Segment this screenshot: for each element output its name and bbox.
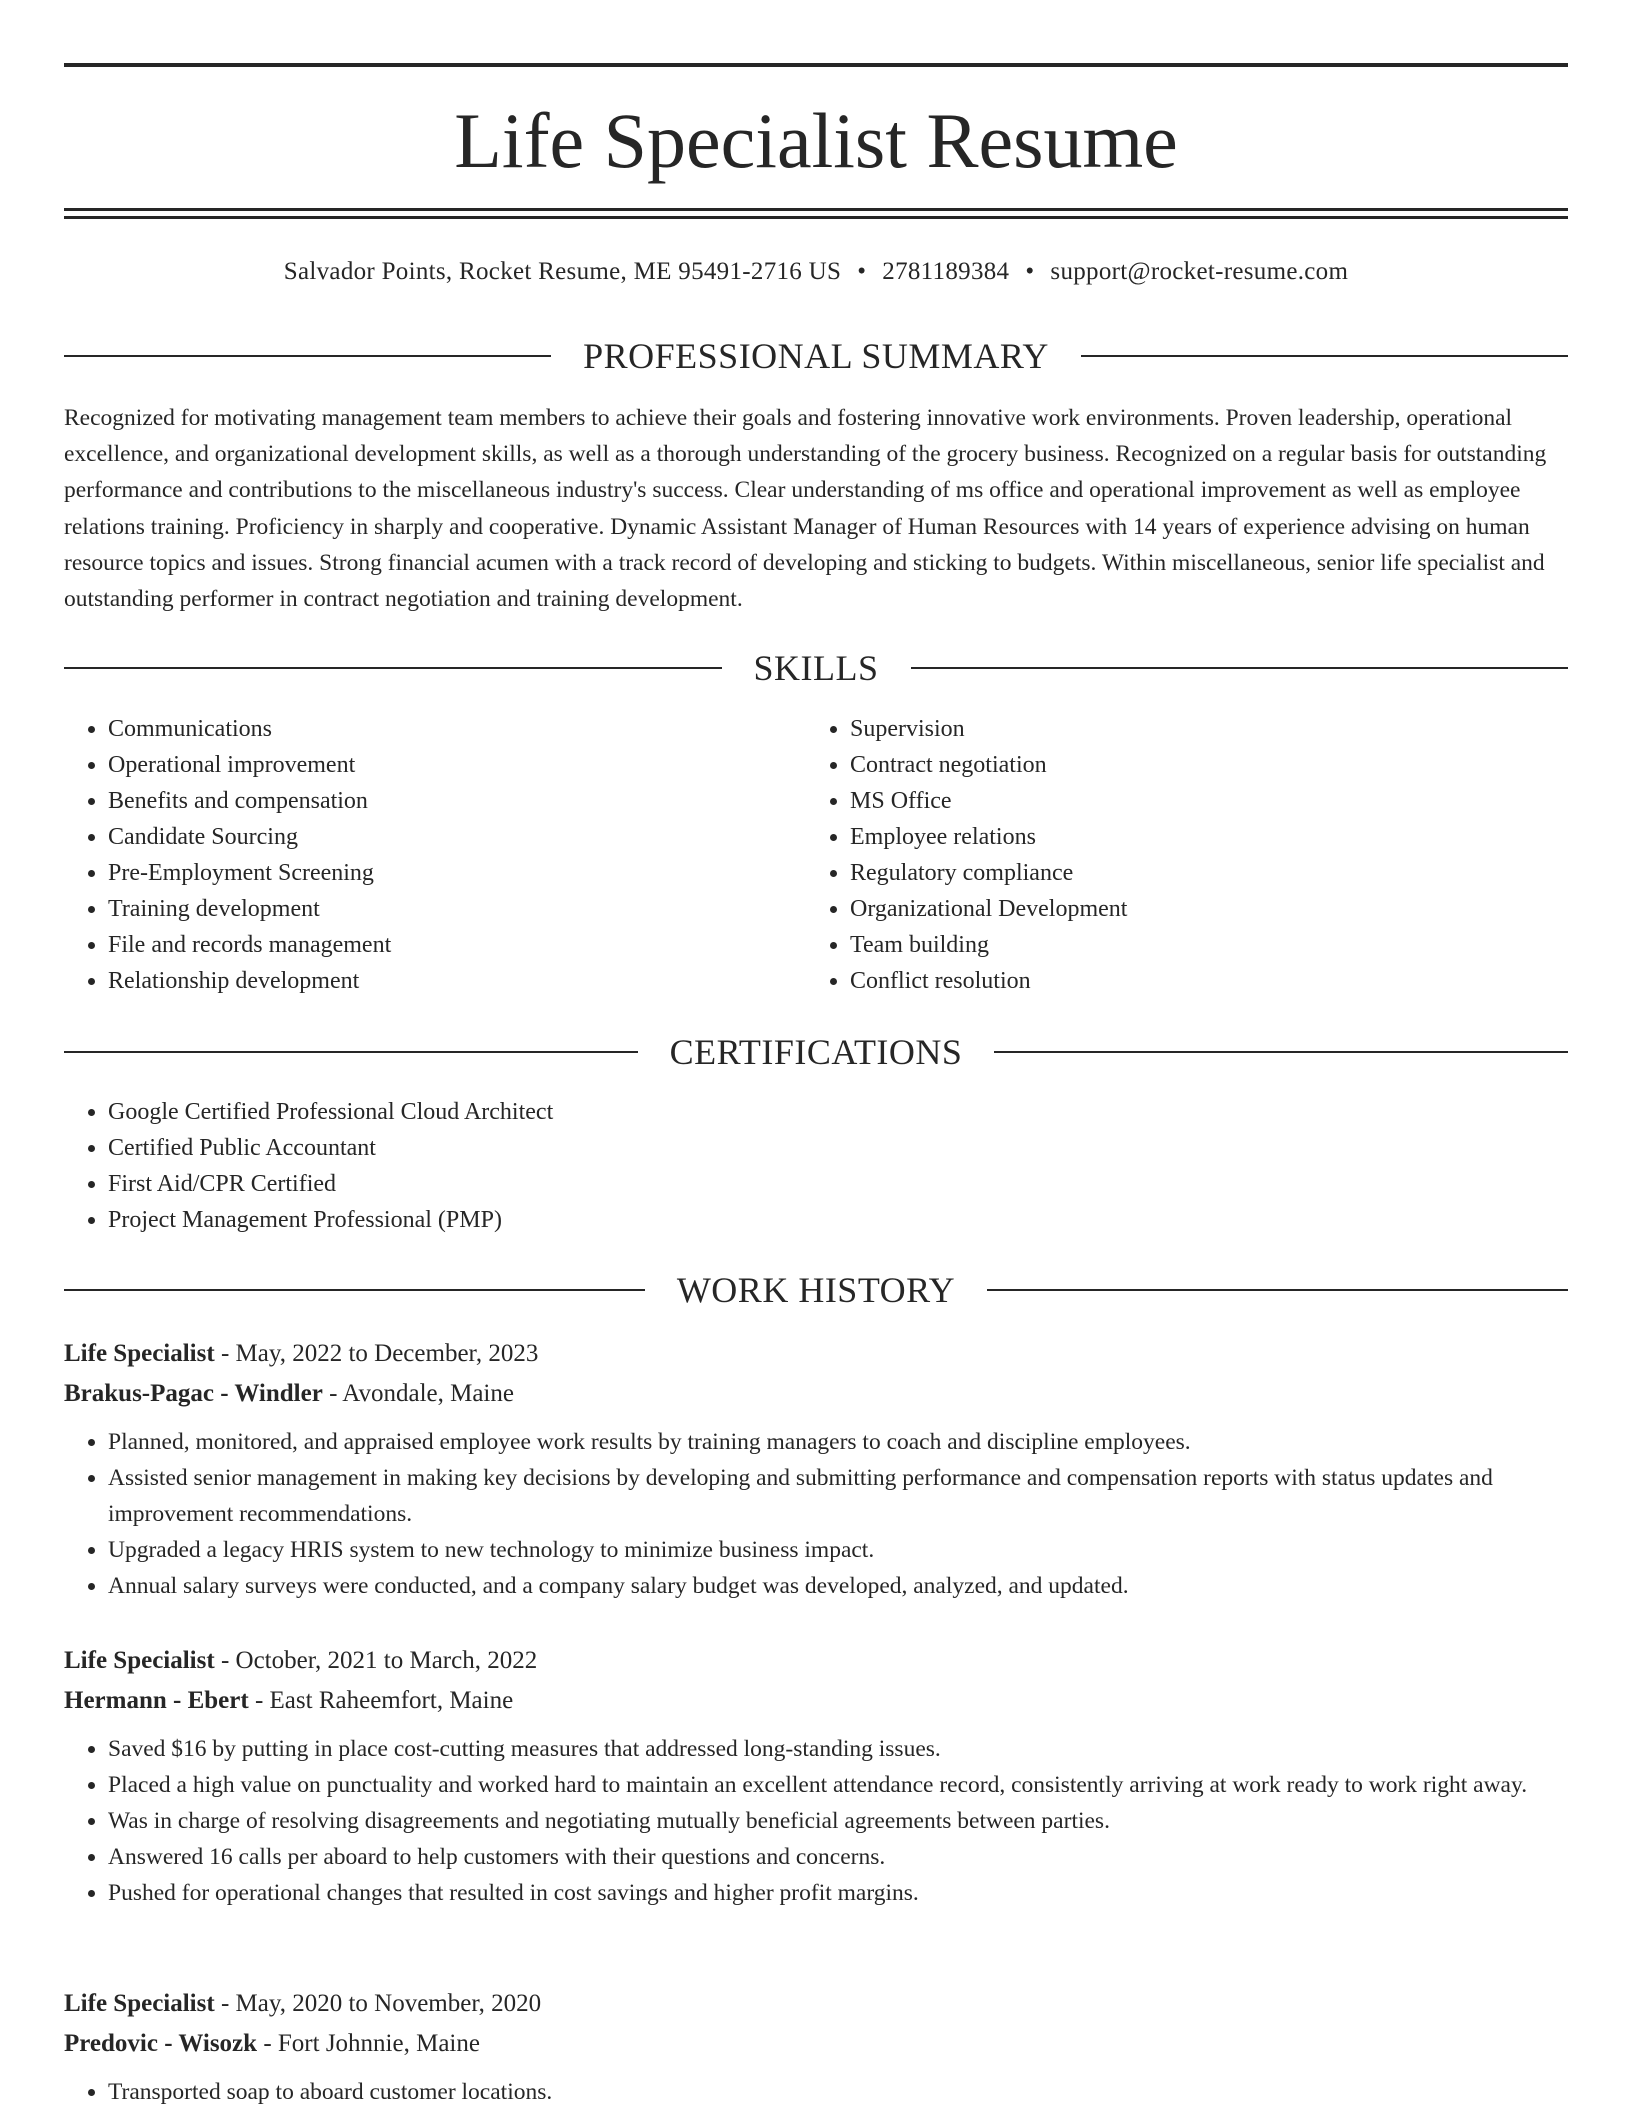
section-title: SKILLS [753,648,879,688]
section-title: WORK HISTORY [676,1270,956,1310]
contact-separator: • [857,258,867,285]
job-title: Life Specialist [64,1647,215,1674]
contact-email: support@rocket-resume.com [1050,258,1349,285]
section-heading-work-history [64,1268,1568,1312]
certification-item: • Google Certified Professional Cloud Architect [108,1094,553,1130]
job-title: Life Specialist [64,1990,215,2017]
skill-item: • Organizational Development [850,891,1566,927]
job-company-line [64,1681,1568,1721]
job-company: Brakus-Pagac - Windler [64,1380,323,1407]
job-title-line [64,1334,1568,1374]
skills-list-left [64,711,804,999]
skills-column-right [806,711,1566,999]
job-bullets [64,1424,1568,1604]
heading-rule-right [911,667,1569,669]
skill-item: • Regulatory compliance [850,855,1566,891]
page-title: Life Specialist Resume [454,97,1178,184]
section-heading-summary [64,334,1568,378]
contact-line [64,254,1568,290]
section-title: PROFESSIONAL SUMMARY [583,336,1049,376]
skill-item: • Training development [108,891,804,927]
section-heading-skills [64,646,1568,690]
heading-rule-left [64,667,722,669]
job-title-line [64,1641,1568,1681]
skill-item: • Conflict resolution [850,963,1566,999]
skill-item: • Team building [850,927,1566,963]
certification-item: • Project Management Professional (PMP) [108,1202,553,1238]
contact-address: Salvador Points, Rocket Resume, ME 95491-2716 US [283,258,842,285]
job-bullet-item: • Pushed for operational changes that resulted in cost savings and higher profit margins. [108,1875,1568,1911]
heading-rule-left [64,1051,638,1053]
skill-item: • Operational improvement [108,747,804,783]
job-location: - Avondale, Maine [322,1380,514,1407]
summary-text: Recognized for motivating management team members to achieve their goals and fostering innovative work environments. Proven leadership, operational excellence, and organizational development skills, as well as a thorough understanding of the grocery business. Recognized on a regular basis for outstanding performance and contributions to the miscellaneous industry's success. Clear understanding of ms office and operational improvement as well as employee relations training. Proficiency in sharply and cooperative. Dynamic Assistant Manager of Human Resources with 14 years of experience advising on human resource topics and issues. Strong financial acumen with a track record of developing and sticking to budgets. Within miscellaneous, senior life specialist and outstanding performer in contract negotiation and training development. [64,405,1547,613]
job-bullets [64,1731,1568,1911]
skill-item: • Relationship development [108,963,804,999]
job-bullet-item: • Annual salary surveys were conducted, and a company salary budget was developed, analyzed, and updated. [108,1568,1568,1604]
skill-item: • Supervision [850,711,1566,747]
job-bullet-item: • Transported soap to aboard customer locations. [108,2074,1568,2110]
job-dates: - May, 2022 to December, 2023 [214,1340,539,1367]
job-bullet-item: • Upgraded a legacy HRIS system to new technology to minimize business impact. [108,1532,1568,1568]
certifications-block [64,1094,553,1238]
job-title-line [64,1984,1568,2024]
job-bullet-item: • Planned, monitored, and appraised employee work results by training managers to coach and discipline employees. [108,1424,1568,1460]
job-location: - East Raheemfort, Maine [248,1687,514,1714]
job-company-line [64,1374,1568,1414]
contact-separator: • [1025,258,1035,285]
skills-column-left [64,711,804,999]
heading-rule-left [64,1289,645,1291]
job-company: Predovic - Wisozk [64,2030,258,2057]
certification-item: • First Aid/CPR Certified [108,1166,553,1202]
skills-list-right [806,711,1566,999]
job-bullet-item: • Was in charge of resolving disagreements and negotiating mutually beneficial agreements between parties. [108,1803,1568,1839]
title-rule-lower [64,216,1568,219]
heading-rule-right [987,1289,1568,1291]
job-bullet-item: • Saved $16 by putting in place cost-cutting measures that addressed long-standing issues. [108,1731,1568,1767]
job-dates: - October, 2021 to March, 2022 [214,1647,538,1674]
skill-item: • Benefits and compensation [108,783,804,819]
skill-item: • MS Office [850,783,1566,819]
skill-item: • Candidate Sourcing [108,819,804,855]
skill-item: • Contract negotiation [850,747,1566,783]
job-dates: - May, 2020 to November, 2020 [214,1990,542,2017]
heading-rule-left [64,355,551,357]
title-rule-upper [64,208,1568,211]
heading-rule-right [1081,355,1568,357]
skill-item: • File and records management [108,927,804,963]
job-company-line [64,2024,1568,2064]
job-bullet-item: • Assisted senior management in making key decisions by developing and submitting performance and compensation reports with status updates and improvement recommendations. [108,1460,1568,1532]
certifications-list [64,1094,553,1238]
skill-item: • Pre-Employment Screening [108,855,804,891]
job-company: Hermann - Ebert [64,1687,249,1714]
job-entry [64,1334,1568,1604]
section-heading-certifications [64,1030,1568,1074]
job-location: - Fort Johnnie, Maine [257,2030,480,2057]
job-entry [64,1984,1568,2110]
certification-item: • Certified Public Accountant [108,1130,553,1166]
job-bullet-item: • Answered 16 calls per aboard to help customers with their questions and concerns. [108,1839,1568,1875]
job-bullet-item: • Placed a high value on punctuality and worked hard to maintain an excellent attendance record, consistently arriving at work ready to work right away. [108,1767,1568,1803]
skill-item: • Employee relations [850,819,1566,855]
job-bullets [64,2074,1568,2110]
job-title: Life Specialist [64,1340,215,1367]
heading-rule-right [994,1051,1568,1053]
contact-phone: 2781189384 [882,258,1010,285]
skill-item: • Communications [108,711,804,747]
job-entry [64,1641,1568,1911]
top-rule [64,63,1568,67]
section-title: CERTIFICATIONS [669,1032,963,1072]
